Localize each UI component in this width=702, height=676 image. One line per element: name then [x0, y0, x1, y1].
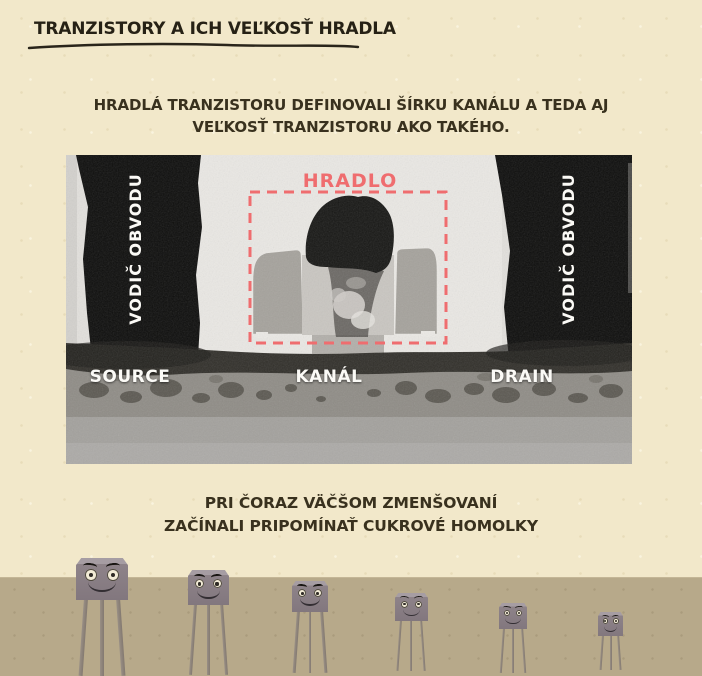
gate-label: HRADLO	[302, 170, 398, 192]
eyebrow-icon	[105, 562, 120, 571]
caption-text	[0, 492, 702, 538]
grain-texture	[66, 155, 632, 464]
left-conductor-label: VODIČ OBVODU	[126, 173, 145, 325]
intro-line-1: HRADLÁ TRANZISTORU DEFINOVALI ŠÍRKU KANÁLU A TEDA AJ	[93, 96, 609, 114]
caption-line-1: PRI ČORAZ VÄČŠOM ZMENŠOVANÍ	[204, 494, 498, 512]
title-underline	[27, 41, 361, 51]
intro-line-2: VEĽKOSŤ TRANZISTORU AKO TAKÉHO.	[192, 118, 510, 136]
transistor-micrograph	[66, 155, 632, 464]
micrograph-svg	[66, 155, 632, 464]
right-conductor-label: VODIČ OBVODU	[559, 173, 578, 325]
eyebrow-icon	[83, 562, 98, 571]
source-label: SOURCE	[89, 367, 171, 387]
caption-line-2: ZAČÍNALI PRIPOMÍNAŤ CUKROVÉ HOMOLKY	[164, 517, 538, 535]
shrinking-transistors-strip	[0, 577, 702, 676]
drain-label: DRAIN	[490, 367, 554, 387]
intro-text	[0, 94, 702, 138]
channel-label: KANÁL	[295, 367, 363, 387]
page-title: TRANZISTORY A ICH VEĽKOSŤ HRADLA	[34, 19, 396, 39]
